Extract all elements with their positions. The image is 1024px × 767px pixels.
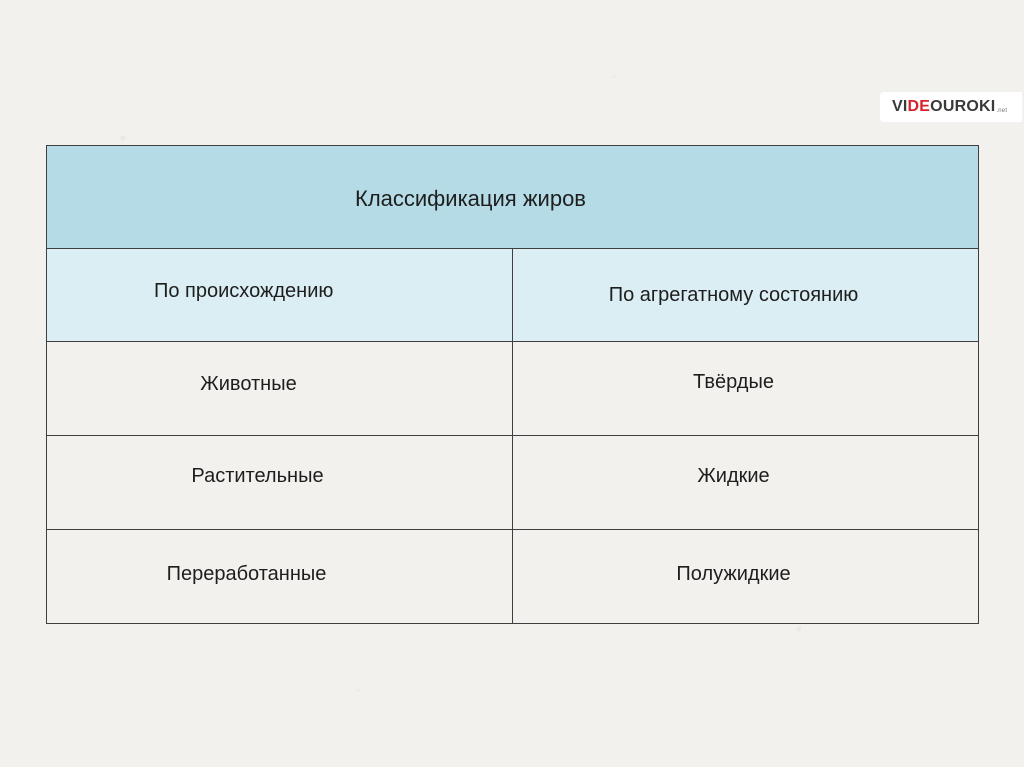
- table-cell: Жидкие: [513, 436, 979, 530]
- header-state: По агрегатному состоянию: [513, 249, 979, 342]
- table-cell: Полужидкие: [513, 530, 979, 624]
- table-cell: Животные: [47, 342, 513, 436]
- table-title-row: [47, 146, 979, 249]
- table-cell: Переработанные: [47, 530, 513, 624]
- table-title-cell: [47, 146, 979, 249]
- logo-text-end: OUROKI: [930, 98, 996, 115]
- fats-classification-table: [46, 145, 979, 624]
- table-cell: Твёрдые: [513, 342, 979, 436]
- table-header-row: [47, 249, 979, 342]
- videouroki-logo: [880, 92, 1022, 122]
- header-origin: По происхождению: [47, 249, 513, 342]
- table-title: Классификация жиров: [355, 186, 586, 211]
- table-row: [47, 436, 979, 530]
- logo-text-start: VI: [892, 98, 908, 115]
- table-cell: Растительные: [47, 436, 513, 530]
- table-row: [47, 530, 979, 624]
- logo-text-accent: DE: [907, 98, 931, 115]
- table-row: [47, 342, 979, 436]
- logo-tld: .net: [996, 108, 1008, 114]
